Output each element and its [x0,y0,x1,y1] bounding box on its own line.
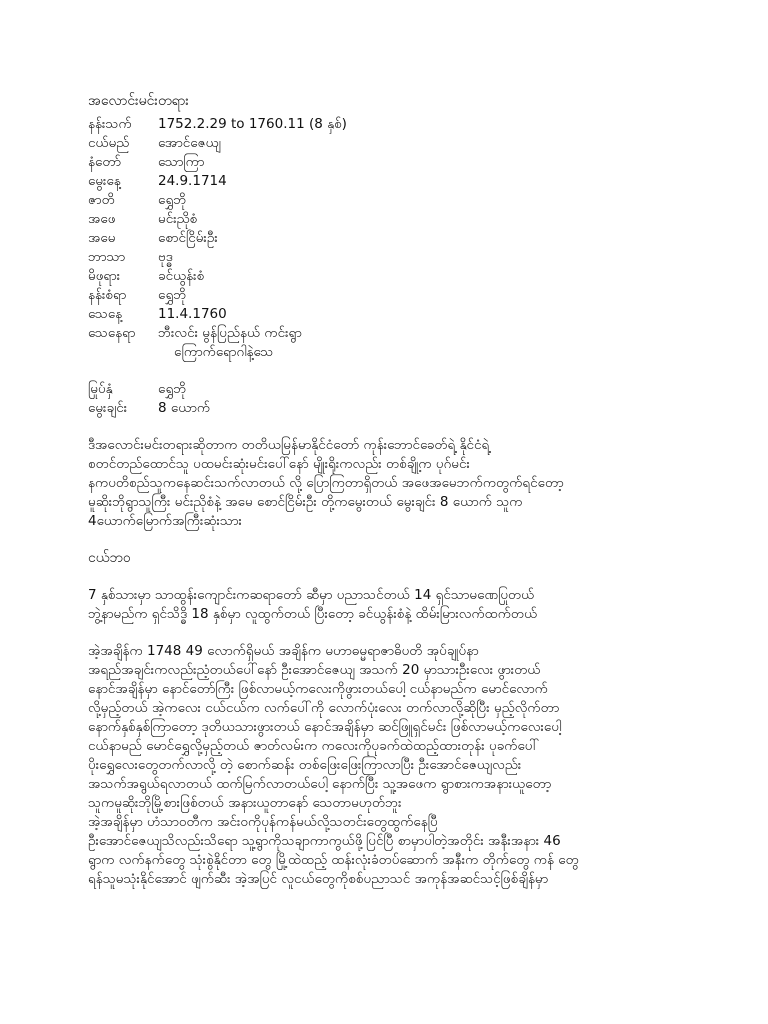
info-row [88,305,347,324]
info-value [156,210,347,229]
info-value [156,286,347,305]
info-label: မွေးချင်း [88,400,128,416]
paragraph-line: ငယ်နာမည် မောင်ရွှေလို့မှည့်တယ် ဇာတ်လမ်းက ကလေးကိုပုခက်ထဲထည့်ထားတုန်း ပုခက်ပေါ် [88,738,539,754]
history-paragraph [88,642,728,889]
document-title: အလောင်းမင်းတရား [88,93,189,109]
info-value-text: 24.9.1714 [158,173,227,189]
paragraph-line: ရွာက လက်နက်တွေ သုံးစွဲနိုင်တာ တွေ မြို့ထဲထည့် ထန်းလုံးခံတပ်ဆောက် အနီးက တိုက်တွေ ကန် တွေ [88,852,579,868]
info-row [88,134,347,153]
info-label: နံတော် [88,154,122,170]
info-label: ငယ်မည် [88,135,130,151]
info-value [156,191,347,210]
paragraph-line: နောင်အချိန်မှာ နောင်တော်ကြီး ဖြစ်လာမယ့်ကလေးကိုဖွားတယ်ပေါ့ ငယ်နာမည်က မောင်လောက် [88,681,548,697]
info-value-text: မင်းညိုစံ [158,211,198,227]
childhood-heading: ငယ်ဘဝ [88,550,131,566]
info-row [88,210,347,229]
paragraph-line: ဒီအလောင်းမင်းတရားဆိုတာက တတိယမြန်မာနိုင်ငံတော် ကုန်းဘောင်ခေတ်ရဲ့ နိုင်ငံရဲ့ [88,437,490,453]
info-value-text: သောကြာ [158,154,205,170]
burial-info-table [88,380,210,418]
paragraph-line: ဘွဲ့နာမည်က ရှင်သိဒ္ဓိ 18 နှစ်မှာ လူထွက်တယ် ပြီးတော့ ခင်ယွန်းစံနဲ့ ထိမ်းမြားလက်ထက်တယ် [88,606,538,622]
info-value-text: ဗုဒ္ဓ [158,249,173,265]
info-label: ဇာတိ [88,192,115,208]
info-row [88,172,347,191]
info-value-text: 1752.2.29 to 1760.11 (8 နှစ်) [158,116,347,132]
document-body [88,92,728,907]
paragraph-line: မူဆိုးဘိုရွာသူကြီး မင်းညိုစံနဲ့ အမေ စောင်ငြိမ်းဦး တို့ကမွေးတယ် မွေးချင်း 8 ယောက် သူက [88,494,523,510]
info-value-text: ရွှေဘို [158,381,187,397]
paragraph-line: လို့မှည့်တယ် အဲ့ကလေး ငယ်ငယ်က လက်ပေါ်ကို လောက်ပုံးလေး တက်လာလို့ဆိုပြီး မှည့်လိုက်တာ [88,700,560,716]
info-value-text: ရွှေဘို [158,192,187,208]
info-value-text: 8 ယောက် [158,400,211,416]
info-row [88,286,347,305]
info-value-text: စောင်ငြိမ်းဦး [158,230,218,246]
spacer [88,418,728,436]
info-label: သေနေ့ [88,306,123,322]
info-label: မွေးနေ့ [88,173,121,189]
info-label: အဖေ [88,211,116,227]
info-label: နန်းသက် [88,116,132,132]
info-row [88,153,347,172]
childhood-paragraph [88,586,728,624]
info-row [88,115,347,134]
paragraph-line: ပိုးရွှေလေးတွေတက်လာလို့ တဲ့ စောက်ဆန်း တစ်ဖြေးဖြေးကြာလာပြီး ဦးအောင်ဇေယျလည်း [88,757,522,773]
spacer [88,362,728,380]
paragraph-line: ဦးအောင်ဇေယျသိလည်းသိရော သူ့ရွာကိုသချာကာကွယ်ဖို့ပြင်ပြီ စာမှာပါတဲ့အတိုင်း အနီးအနား 46 [88,833,561,849]
paragraph-line: ရန်သူမသုံးနိုင်အောင် ဖျက်ဆီး အဲ့အပြင် လူငယ်တွေကိုစစ်ပညာသင် အကုန်အဆင်သင့်ဖြစ်ချိန်မှာ [88,871,549,887]
info-value [156,380,210,399]
info-value [156,248,347,267]
info-row [88,380,210,399]
intro-paragraph [88,436,728,531]
paragraph-line: အသက်အရွယ်ရလာတယ် ထက်မြက်လာတယ်ပေါ့ နောက်ပြီး သူ့အဖေက ရွာစားကအနားယူတော့ [88,776,552,792]
info-label: ဘာသာ [88,249,126,265]
info-row [88,324,347,362]
info-value-text: အောင်ဇေယျ [158,135,221,151]
info-value-text: 11.4.1760 [158,306,227,322]
info-row [88,191,347,210]
info-label: မြုပ်နှံ [88,381,113,397]
paragraph-line: အဲ့အချိန်မှာ ဟံသာဝတီက အင်းဝကိုပုန်ကန်မယ်လို့သတင်းတွေထွက်နေပြီ [88,814,438,830]
info-label: နန်းစံရာ [88,287,127,303]
info-label: အမေ [88,230,116,246]
paragraph-line: အရည်အချင်းကလည်းညံ့တယ်ပေါ်နော် ဦးအောင်ဇေယျ အသက် 20 မှာသားဦးလေး ဖွားတယ် [88,662,541,678]
paragraph-line: အဲ့အချိန်က 1748 49 လောက်ရှိမယ် အချိန်က မဟာဓမ္မရာဇာဓိပတိ အုပ်ချုပ်နာ [88,643,479,659]
info-value [156,153,347,172]
info-row [88,267,347,286]
paragraph-line: 4ယောက်မြောက်အကြီးဆုံးသား [88,513,242,529]
info-value-text: ရွှေဘို [158,287,187,303]
info-value [156,134,347,153]
info-row [88,399,210,418]
paragraph-line: သူကမူဆိုးဘိုမြို့စားဖြစ်တယ် အနားယူတာနော် သေတာမဟုတ်ဘူး [88,795,402,811]
paragraph-line: နောက်နှစ်နှစ်ကြာတော့ ဒုတိယသားဖွားတယ် နောင်အချိန်မှာ ဆင်ဖြူရှင်မင်း ဖြစ်လာမယ့်ကလေးပေါ့ [88,719,562,735]
info-value-text: ခင်ယွန်းစံ [158,268,205,284]
info-value [156,305,347,324]
info-label: သေနေရာ [88,325,136,341]
info-value [156,399,210,418]
info-row [88,229,347,248]
info-label: မိဖုရား [88,268,121,284]
info-row [88,248,347,267]
king-info-table [88,115,347,362]
info-value [156,115,347,134]
info-value-text: ဘီးလင်း မွန်ပြည်နယ် ကင်းရွာ [158,325,302,341]
info-value [156,324,347,362]
paragraph-line: 7 နှစ်သားမှာ သာထွန်းကျောင်းကဆရာတော် ဆီမှာ ပညာသင်တယ် 14 ရှင်သာမဏေပြုတယ် [88,587,535,603]
paragraph-line: စတင်တည်ထောင်သူ ပထမင်းဆုံးမင်းပေါ်နော် မျိုးရိုးကလည်း တစ်ချို့က ပုဂ်မင်း [88,456,470,472]
paragraph-line: နကပတိစည်သူကနေဆင်းသက်လာတယ် လို့ ပြောကြတာရှိတယ် အဖေအမေဘက်ကတွက်ရင်တော့ [88,475,564,491]
info-value [156,267,347,286]
info-value-continuation: ကြောက်ရောဂါနဲ့သေ [174,344,274,360]
info-value [156,229,347,248]
info-value [156,172,347,191]
